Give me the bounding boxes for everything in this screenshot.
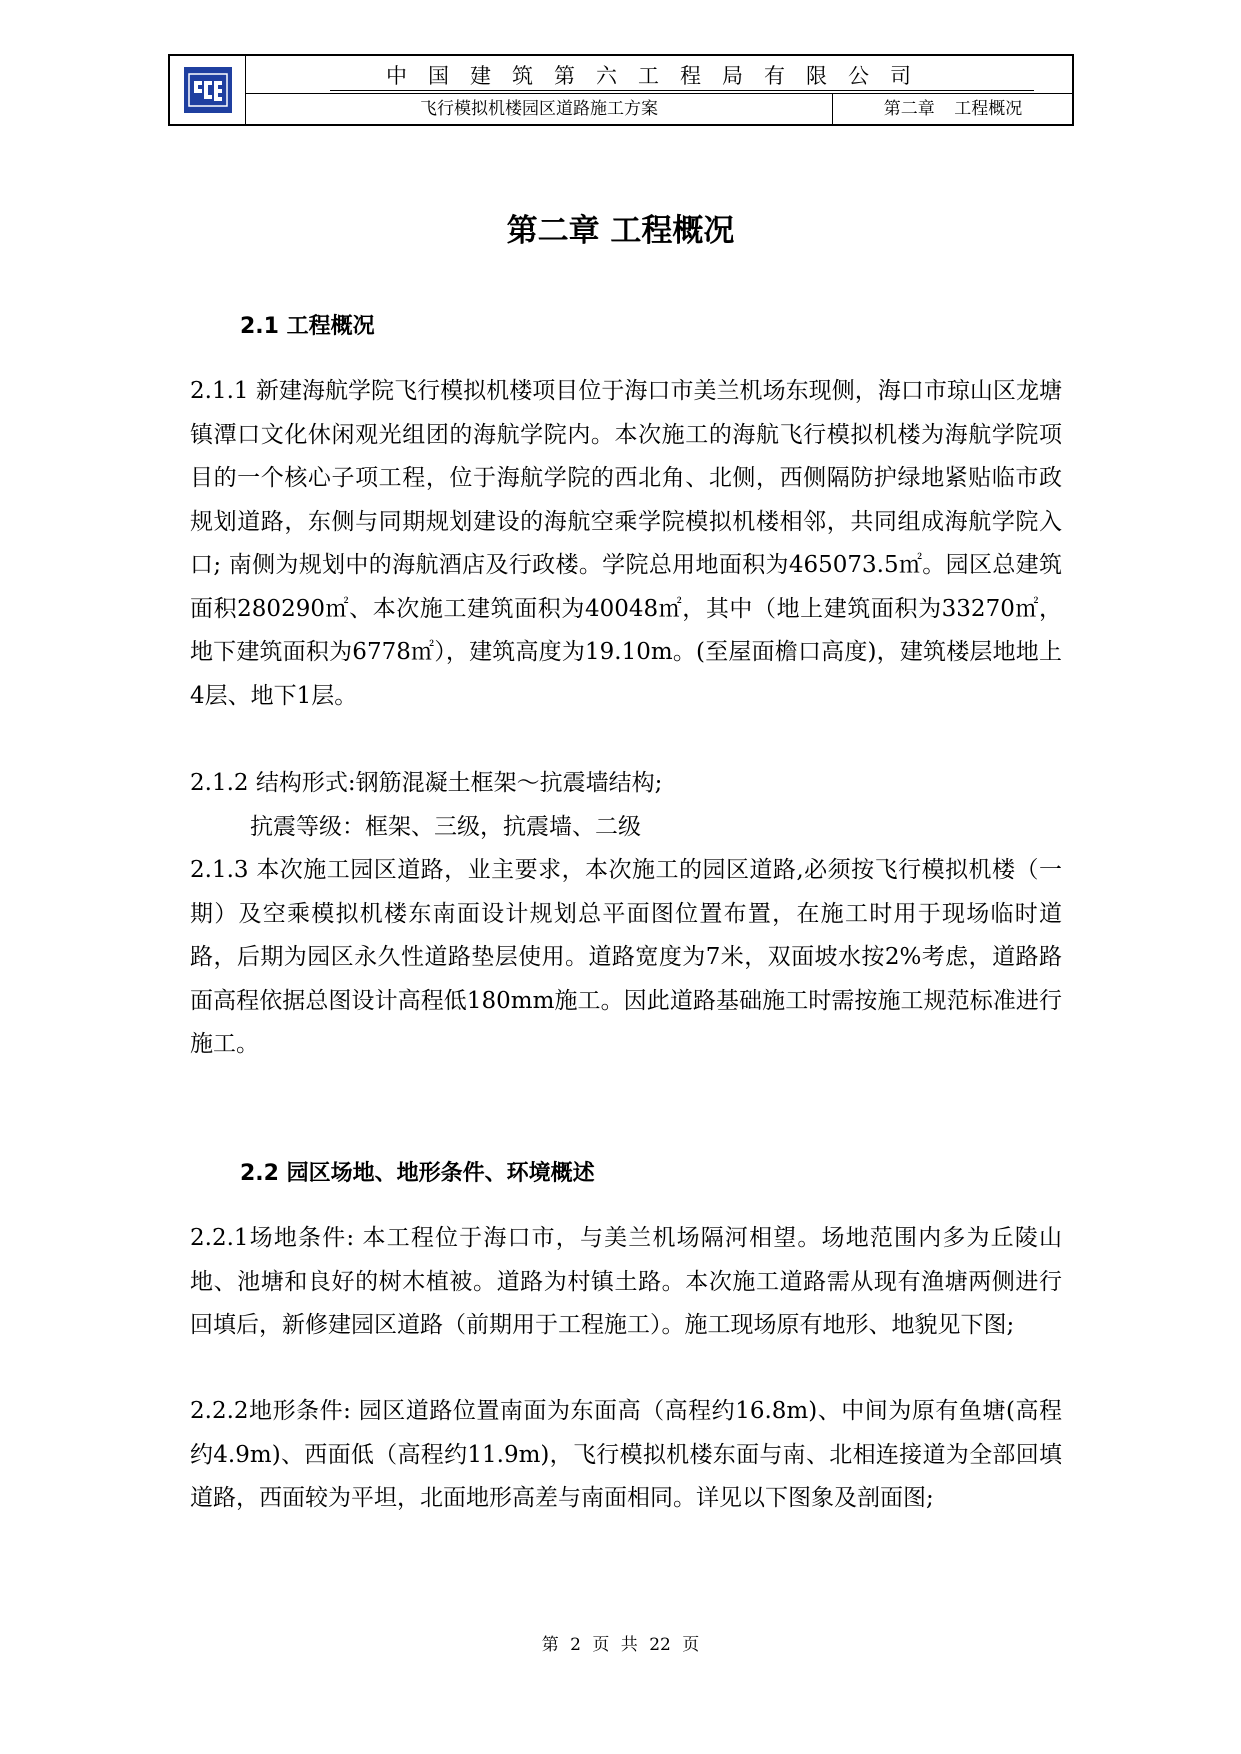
company-name: 中国建筑第六工程局有限公司 bbox=[386, 64, 932, 88]
cscec-logo-icon bbox=[184, 67, 232, 113]
paragraph-2-1-3: 2.1.3 本次施工园区道路，业主要求，本次施工的园区道路,必须按飞行模拟机楼（一期）及空乘模拟机楼东南面设计规划总平面图位置布置，在施工时用于现场临时道路，后期为园区永久性道路垫层使用。道路宽度为7米，双面坡水按2%考虑，道路路面高程依据总图设计高程低180mm施工。因此道路基础施工时需按施工规范标准进行施工。 bbox=[190, 857, 1062, 1057]
paragraph-2-1-2: 2.1.2 结构形式:钢筋混凝土框架～抗震墙结构; bbox=[190, 770, 663, 796]
paragraph-2-2-2: 2.2.2地形条件: 园区道路位置南面为东面高（高程约16.8m)、中间为原有鱼塘(高程约4.9m)、西面低（高程约11.9m)，飞行模拟机楼东面与南、北相连接道为全部回填道路，西面较为平坦，北面地形高差与南面相同。详见以下图象及剖面图; bbox=[190, 1398, 1062, 1511]
paragraph-2-1-1: 2.1.1 新建海航学院飞行模拟机楼项目位于海口市美兰机场东现侧，海口市琼山区龙塘镇潭口文化休闲观光组团的海航学院内。本次施工的海航飞行模拟机楼为海航学院项目的一个核心子项工程，位于海航学院的西北角、北侧，西侧隔防护绿地紧贴临市政规划道路，东侧与同期规划建设的海航空乘学院模拟机楼相邻，共同组成海航学院入口; 南侧为规划中的海航酒店及行政楼。学院总用地面积为465073.5㎡。园区总建筑面积280290㎡、本次施工建筑面积为40048㎡，其中（地上建筑面积为33270㎡，地下建筑面积为6778㎡），建筑高度为19.10m。(至屋面檐口高度)，建筑楼层地地上4层、地下1层。 bbox=[190, 378, 1062, 709]
paragraph-2-2-1: 2.2.1场地条件: 本工程位于海口市，与美兰机场隔河相望。场地范围内多为丘陵山地、池塘和良好的树木植被。道路为村镇土路。本次施工道路需从现有渔塘两侧进行回填后，新修建园区道路（前期用于工程施工）。施工现场原有地形、地貌见下图; bbox=[190, 1225, 1062, 1338]
chapter-title: 第二章 工程概况 bbox=[506, 213, 735, 249]
section-heading-2-1: 2.1 工程概况 bbox=[240, 314, 375, 339]
cscec-logo bbox=[184, 67, 232, 113]
document-title: 飞行模拟机楼园区道路施工方案 bbox=[246, 94, 833, 124]
company-underline bbox=[330, 90, 1034, 91]
section-heading-2-2: 2.2 园区场地、地形条件、环境概述 bbox=[240, 1161, 595, 1186]
page-footer: 第 2 页 共 22 页 bbox=[541, 1635, 700, 1655]
chapter-reference: 第二章 工程概况 bbox=[883, 99, 1023, 119]
page-header bbox=[168, 54, 1074, 126]
paragraph-seismic-grade: 抗震等级：框架、三级，抗震墙、二级 bbox=[250, 814, 641, 840]
logo-cell bbox=[170, 56, 246, 124]
